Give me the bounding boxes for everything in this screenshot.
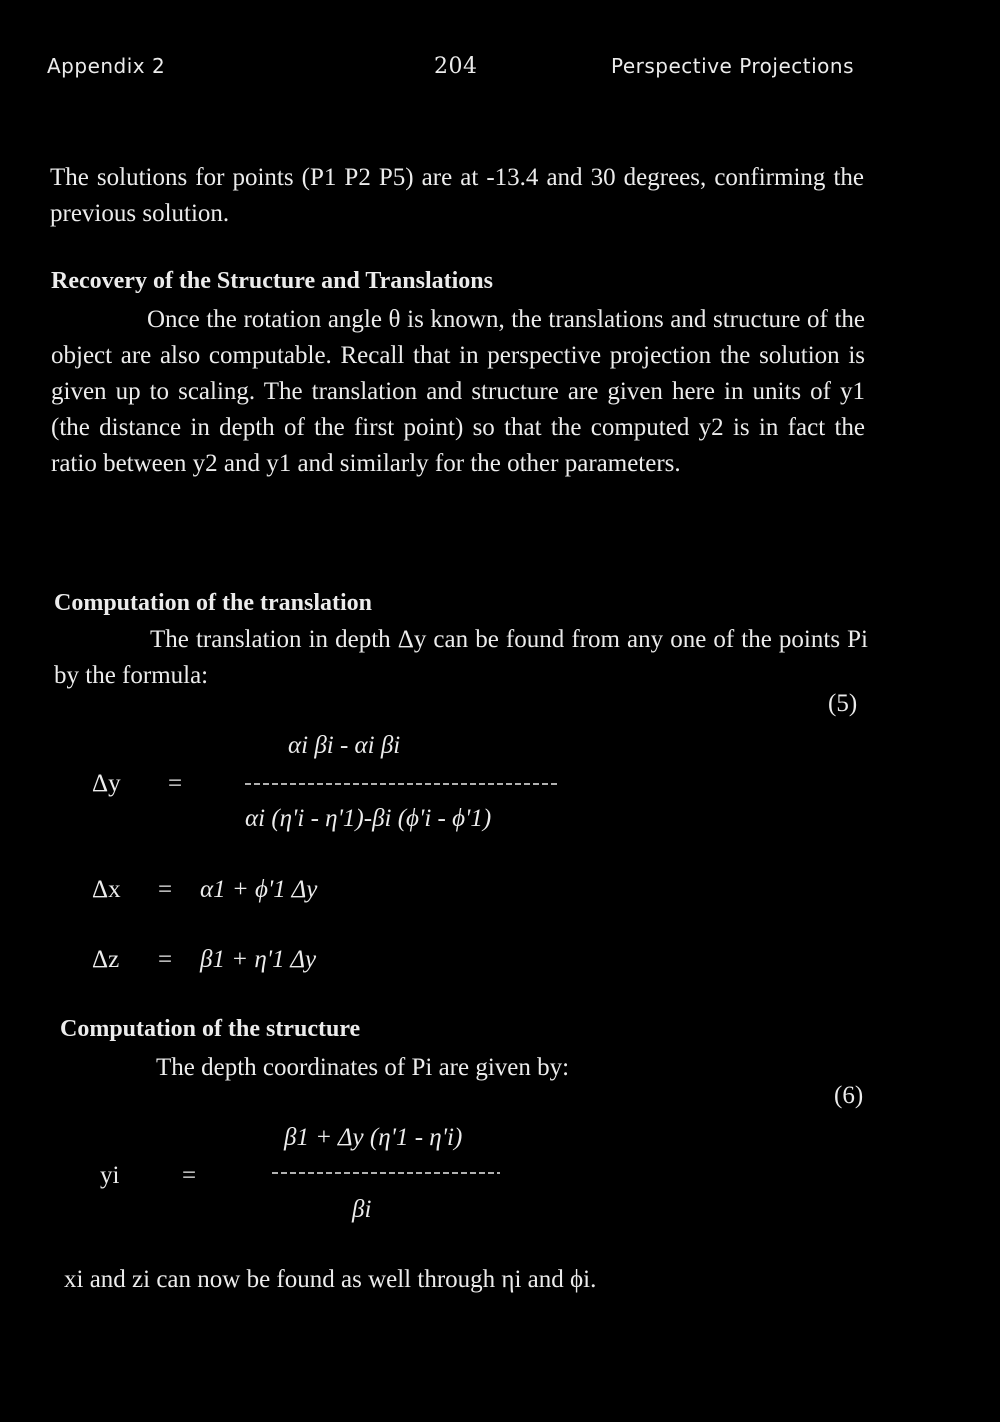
dz-lhs: Δz (92, 946, 120, 973)
dy-denominator: αi (η'i - η'1)-βi (ϕ'i - ϕ'1) (245, 805, 492, 832)
intro-paragraph: The solutions for points (P1 P2 P5) are at -13.4 and 30 degrees, confirming the previous solution. (50, 164, 864, 227)
closing-line: xi and zi can now be found as well through ηi and ϕi. (64, 1266, 597, 1293)
dy-numerator: αi βi - αi βi (288, 732, 401, 759)
section-heading-recovery: Recovery of the Structure and Translations (51, 268, 493, 294)
recovery-paragraph: Once the rotation angle θ is known, the translations and structure of the object are also computable. Recall that in perspective projection the solution is given up to scaling. The translation and structure are given here in units of y1 (the distance in depth of the first point) so that the computed y2 is in fact the ratio between y2 and y1 and similarly for the other parameters. (51, 306, 865, 477)
dz-equals: = (158, 946, 173, 973)
page-number: 204 (434, 54, 478, 79)
dz-rhs: β1 + η'1 Δy (200, 946, 317, 973)
yi-lhs: yi (100, 1162, 120, 1189)
section-heading-translation: Computation of the translation (54, 590, 373, 616)
header-left: Appendix 2 (47, 54, 166, 78)
yi-fraction-bar (272, 1171, 500, 1175)
equation-number-6: (6) (834, 1082, 864, 1109)
dy-fraction-bar (245, 782, 560, 786)
yi-numerator: β1 + Δy (η'1 - η'i) (284, 1124, 463, 1151)
header-right: Perspective Projections (611, 54, 855, 78)
dy-equals: = (168, 770, 183, 797)
dx-lhs: Δx (92, 876, 121, 903)
dx-equals: = (158, 876, 173, 903)
equation-number-5: (5) (828, 690, 858, 717)
dx-rhs: α1 + ϕ'1 Δy (200, 876, 318, 903)
section-heading-structure: Computation of the structure (60, 1016, 361, 1042)
dy-lhs: Δy (92, 770, 121, 797)
yi-denominator: βi (352, 1196, 372, 1223)
structure-paragraph: The depth coordinates of Pi are given by: (156, 1054, 570, 1081)
yi-equals: = (182, 1162, 197, 1189)
translation-paragraph: The translation in depth Δy can be found from any one of the points Pi by the formula: (54, 626, 868, 689)
